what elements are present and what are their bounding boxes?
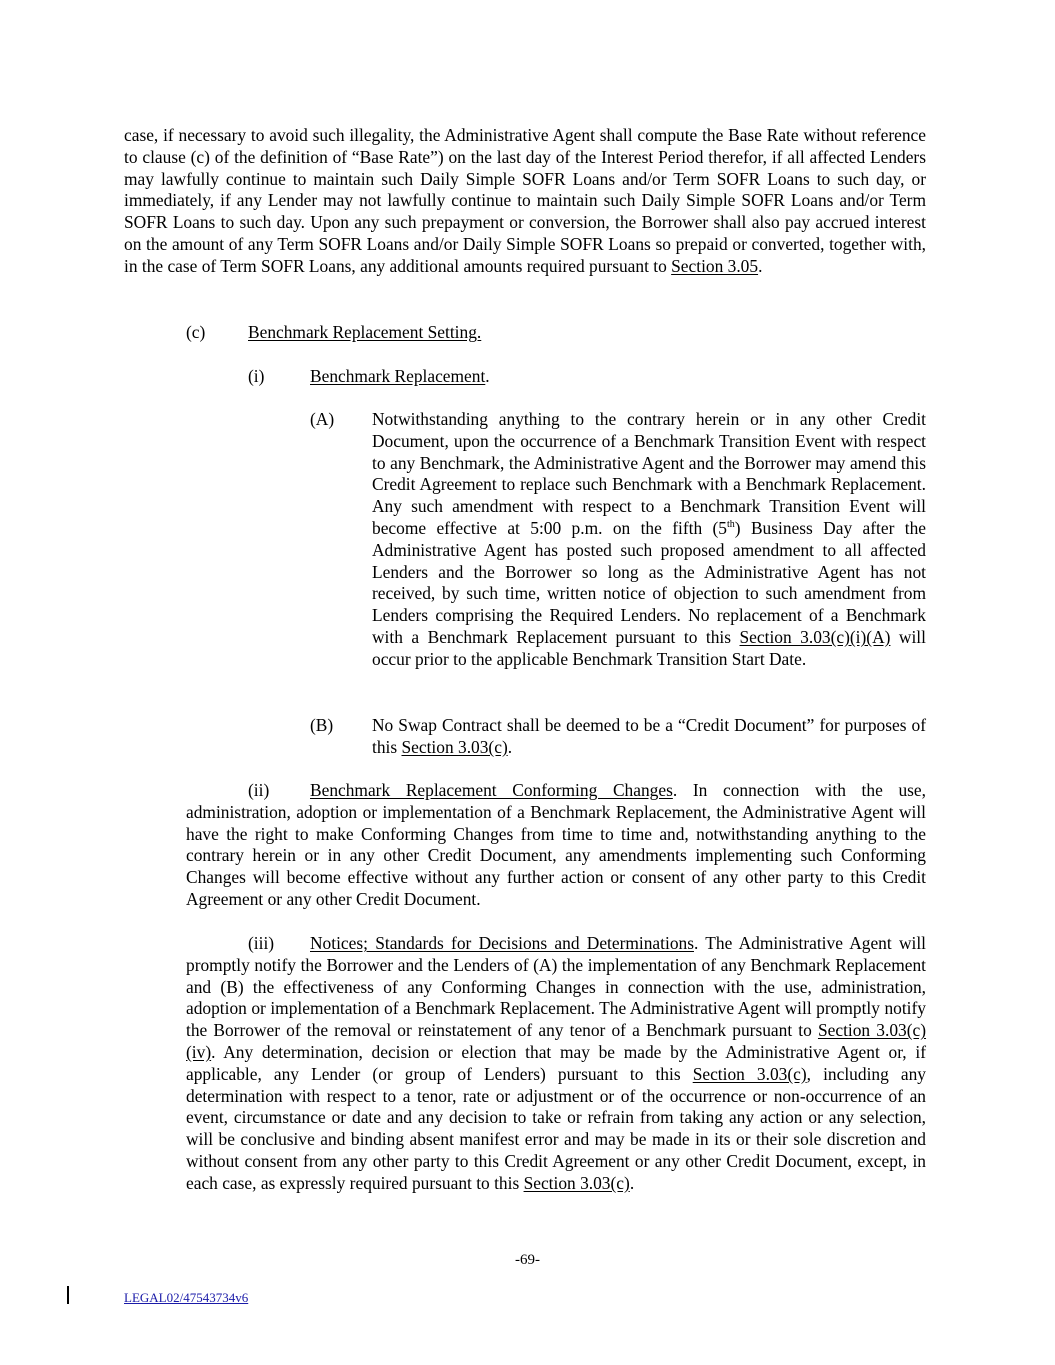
item-iii-paragraph: [186, 933, 926, 1195]
revision-bar: [67, 1286, 69, 1304]
superscript: th: [727, 519, 735, 531]
section-reference[interactable]: Section 3.03(c): [401, 736, 508, 757]
item-A-text-part: Notwithstanding anything to the contrary herein or in any other Credit Document, upon the occurrence of a Benchmark Transition Event with respect to any Benchmark, the Administrative Agent and the Borrower may amend this Credit Agreement to replace such Benchmark with a Benchmark Replacement. Any such amendment with respect to a Benchmark Transition Event will become effective at 5:00 p.m. on the fifth (5: [372, 409, 926, 538]
item-A-text-part: ) Business Day after the Administrative Agent has posted such proposed amendment to all affected Lenders and the Borrower so long as the Administrative Agent has not received, by such time, written notice of objection to such amendment from Lenders comprising the Required Lenders. No replacement of a Benchmark with a Benchmark Replacement pursuant to this: [372, 517, 926, 647]
section-c-heading: Benchmark Replacement Setting.: [248, 322, 482, 342]
section-reference[interactable]: Section 3.03(c): [523, 1172, 630, 1193]
punctuation: .: [507, 736, 513, 757]
item-B-label: (B): [310, 715, 334, 735]
item-ii-label: (ii): [248, 780, 270, 800]
item-iii-text-part: . The Administrative Agent will promptly notify the Borrower and the Lenders of (A) the implementation of any Benchmark Replacement and (B) the effectiveness of any Conforming Changes in connection with the use, administration, adoption or implementation of a Benchmark Replacement. The Administrative Agent will promptly notify the Borrower of the removal or reinstatement of any tenor of a Benchmark pursuant to: [186, 933, 927, 1041]
item-ii-paragraph: [186, 780, 926, 911]
item-i-heading: Benchmark Replacement: [310, 366, 486, 386]
document-reference-link[interactable]: LEGAL02/47543734v6: [124, 1290, 249, 1305]
item-A-text-part: will occur prior to the applicable Benchmark Transition Start Date.: [372, 626, 926, 669]
punctuation: .: [758, 255, 763, 276]
item-ii-heading: Benchmark Replacement Conforming Changes: [310, 780, 673, 800]
section-reference[interactable]: Section 3.03(c)(iv): [186, 1020, 927, 1062]
punctuation: .: [629, 1172, 635, 1193]
page-number: -69-: [515, 1252, 540, 1268]
item-B-text: [372, 715, 926, 759]
item-ii-text: . In connection with the use, administration, adoption or implementation of a Benchmark Replacement, the Administrative Agent will have the right to make Conforming Changes from time to time and, notwithstanding anything to the contrary herein or in any other Credit Document, any amendments implementing such Conforming Changes will become effective without any further action or consent of any other party to this Credit Agreement or any other Credit Document.: [186, 780, 926, 909]
section-reference[interactable]: Section 3.03(c): [692, 1063, 807, 1084]
paragraph-continuation: [124, 125, 926, 278]
item-A-text: [372, 409, 926, 671]
section-reference[interactable]: Section 3.03(c)(i)(A): [739, 626, 891, 647]
section-c-label: (c): [186, 322, 206, 342]
item-iii-text-part: , including any determination with respect to a tenor, rate or adjustment or of the occurrence or non-occurrence of an event, circumstance or date and any decision to take or refrain from taking any action or any selection, will be conclusive and binding absent manifest error and may be made in its or their sole discretion and without consent from any other party to this Credit Agreement or any other Credit Document, except, in each case, as expressly required pursuant to this: [186, 1063, 926, 1193]
paragraph-text: case, if necessary to avoid such illegality, the Administrative Agent shall compute the Base Rate without reference to clause (c) of the definition of “Base Rate”) on the last day of the Interest Period therefor, if all affected Lenders may lawfully continue to maintain such Daily Simple SOFR Loans and/or Term SOFR Loans to such day, or immediately, if any Lender may not lawfully continue to maintain such Daily Simple SOFR Loans and/or Term SOFR Loans to such day. Upon any such prepayment or conversion, the Borrower shall also pay accrued interest on the amount of any Term SOFR Loans and/or Daily Simple SOFR Loans so prepaid or converted, together with, in the case of Term SOFR Loans, any additional amounts required pursuant to: [124, 125, 926, 276]
item-i-heading-wrap: [310, 366, 490, 388]
item-iii-heading: Notices; Standards for Decisions and Determinations: [310, 933, 694, 953]
item-i-label: (i): [248, 366, 265, 386]
item-iii-label: (iii): [248, 933, 275, 953]
punctuation: .: [485, 366, 490, 386]
item-iii-text-part: . Any determination, decision or election that may be made by the Administrative Agent or, if applicable, any Lender (or group of Lenders) pursuant to this: [186, 1041, 926, 1084]
item-B-text-part: No Swap Contract shall be deemed to be a “Credit Document” for purposes of this: [372, 715, 926, 757]
section-reference[interactable]: Section 3.05: [671, 255, 759, 276]
item-A-label: (A): [310, 409, 335, 429]
